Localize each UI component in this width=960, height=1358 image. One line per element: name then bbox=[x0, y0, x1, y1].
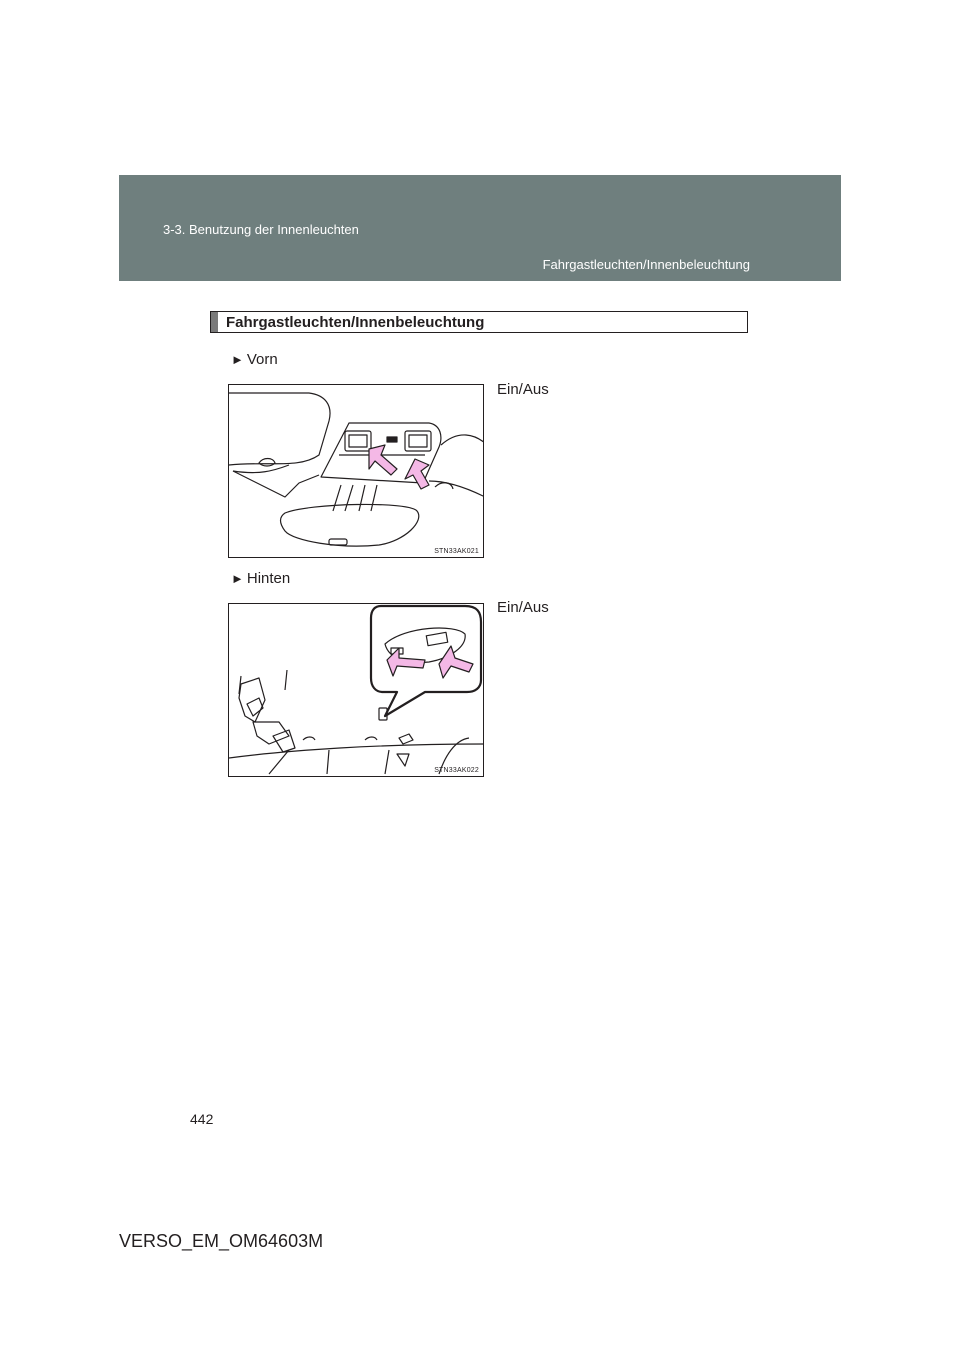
triangle-bullet-icon: ► bbox=[231, 571, 244, 586]
bullet-rear bbox=[231, 570, 290, 587]
figure-code: STN33AK021 bbox=[434, 548, 479, 555]
caption-front: Ein/Aus bbox=[497, 381, 549, 398]
page-number: 442 bbox=[190, 1111, 214, 1127]
topic-title: Fahrgastleuchten/Innenbeleuchtung bbox=[226, 314, 485, 331]
caption-rear: Ein/Aus bbox=[497, 599, 549, 616]
title-accent-bar bbox=[211, 312, 218, 332]
bullet-front bbox=[231, 351, 278, 368]
triangle-bullet-icon: ► bbox=[231, 352, 244, 367]
topic-title-box bbox=[210, 311, 748, 333]
section-title: 3-3. Benutzung der Innenleuchten bbox=[163, 222, 359, 237]
subsection-title: Fahrgastleuchten/Innenbeleuchtung bbox=[542, 257, 750, 272]
bullet-label: Hinten bbox=[246, 570, 291, 587]
document-code: VERSO_EM_OM64603M bbox=[119, 1231, 324, 1251]
rear-light-illustration bbox=[228, 603, 484, 777]
rear-dome-light-drawing bbox=[229, 604, 484, 777]
figure-code: STN33AK022 bbox=[434, 767, 479, 774]
page-header bbox=[119, 175, 841, 281]
bullet-label: Vorn bbox=[246, 351, 278, 368]
front-light-illustration bbox=[228, 384, 484, 558]
front-overhead-console-drawing bbox=[229, 385, 484, 558]
